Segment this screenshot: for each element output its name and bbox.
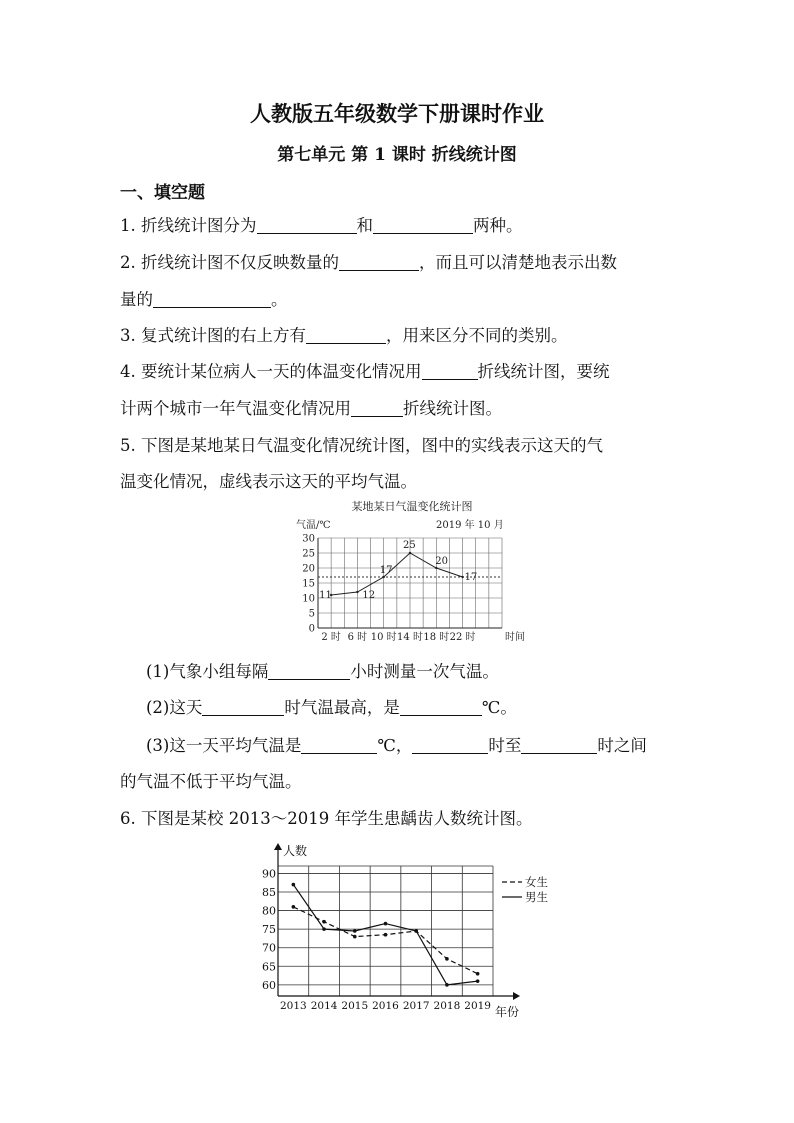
chart1-point-1 <box>356 591 358 593</box>
chart1-xtick-3: 14 时 <box>397 632 423 643</box>
chart2-xtick-3: 2016 <box>372 1000 399 1012</box>
q5-2-text-a: (2)这天 <box>146 698 203 717</box>
chart2-ytick-6: 90 <box>262 867 276 881</box>
question-5-3-line-2: 的气温不低于平均气温。 <box>120 772 302 791</box>
q4-text-b: 折线统计图，要统 <box>477 362 610 381</box>
chart2-xlabel: 年份 <box>495 1005 520 1019</box>
q5-3-text-b: ℃， <box>377 736 413 755</box>
question-5-line-2: 温变化情况，虚线表示这天的平均气温。 <box>120 472 417 491</box>
chart2-y-arrow <box>274 843 282 850</box>
q3-text-b: ，用来区分不同的类别。 <box>386 326 568 345</box>
temperature-chart <box>294 498 530 646</box>
question-3 <box>120 322 568 346</box>
chart2-ytick-0: 60 <box>262 978 276 992</box>
question-1 <box>120 212 523 236</box>
chart2-x-arrow <box>513 992 520 1000</box>
q5-3-text-c: 时至 <box>488 736 522 755</box>
question-5-3-line-1 <box>146 732 647 756</box>
q2-text-a: 2. 折线统计图不仅反映数量的 <box>120 253 339 272</box>
chart1-ylabel: 气温/℃ <box>296 520 331 531</box>
q1-text-a: 1. 折线统计图分为 <box>120 216 257 235</box>
chart2-series-1-point-4 <box>414 929 418 933</box>
chart1-ytick-0: 0 <box>308 623 315 635</box>
chart2-ytick-3: 75 <box>262 923 276 937</box>
chart1-ytick-2: 10 <box>302 593 315 605</box>
chart1-ytick-5: 25 <box>302 548 315 560</box>
lesson-subtitle: 第七单元 第 1 课时 折线统计图 <box>277 145 517 165</box>
q1-blank-1[interactable] <box>257 215 357 234</box>
chart2-series-1-point-6 <box>476 979 480 983</box>
q4-text-d: 折线统计图。 <box>403 399 502 418</box>
chart2-series-1-point-5 <box>445 983 449 987</box>
q2-text-d: 。 <box>271 290 288 309</box>
chart2-legend-label-1: 男生 <box>525 890 548 904</box>
chart1-point-2 <box>383 576 385 578</box>
chart1-point-label-3: 25 <box>403 540 416 551</box>
chart1-xtick-2: 10 时 <box>370 632 397 643</box>
section-heading: 一、填空题 <box>120 183 205 203</box>
q5-1-text-b: 小时测量一次气温。 <box>350 662 499 681</box>
question-4-line-2 <box>120 395 502 419</box>
question-6: 6. 下图是某校 2013～2019 年学生患龋齿人数统计图。 <box>120 809 533 828</box>
q5-1-blank[interactable] <box>268 661 350 680</box>
chart1-point-label-2: 17 <box>379 565 393 576</box>
chart2-ytick-5: 85 <box>262 886 276 899</box>
q2-blank-2[interactable] <box>153 289 271 308</box>
chart1-xlabel-end: 时间 <box>505 632 525 643</box>
chart1-point-label-4: 20 <box>435 556 449 567</box>
chart1-point-5 <box>461 576 463 578</box>
q1-text-c: 两种。 <box>473 216 523 235</box>
question-4-line-1 <box>120 358 610 382</box>
chart1-title: 某地某日气温变化统计图 <box>351 500 473 513</box>
chart2-xtick-4: 2017 <box>402 1000 430 1012</box>
chart1-xtick-4: 18 时 <box>423 632 450 643</box>
q3-text-a: 3. 复式统计图的右上方有 <box>120 326 306 345</box>
q5-2-blank-1[interactable] <box>202 697 284 716</box>
chart1-ytick-1: 5 <box>308 608 315 620</box>
chart2-series-0-point-1 <box>322 920 326 924</box>
chart2-series-1-point-2 <box>353 929 357 933</box>
q5-3-text-d: 时之间 <box>597 736 647 755</box>
chart2-xtick-0: 2013 <box>279 1000 307 1012</box>
q2-text-b: ，而且可以清楚地表示出数 <box>419 253 617 272</box>
chart2-ytick-1: 65 <box>262 960 276 974</box>
chart2-ytick-4: 80 <box>262 904 276 918</box>
chart2-series-1-point-3 <box>384 922 388 926</box>
chart2-series-line-girls <box>293 907 477 974</box>
chart2-series-0-point-0 <box>292 905 296 909</box>
chart2-series-0-point-6 <box>476 972 480 976</box>
q5-1-text-a: (1)气象小组每隔 <box>146 662 269 681</box>
question-5-line-1: 5. 下图是某地某日气温变化情况统计图，图中的实线表示这天的气 <box>120 436 603 455</box>
chart1-ytick-3: 15 <box>302 578 315 590</box>
chart1-xtick-5: 22 时 <box>449 632 476 643</box>
chart1-point-4 <box>435 567 437 569</box>
chart1-point-3 <box>409 552 411 554</box>
chart1-xtick-0: 2 时 <box>321 632 341 643</box>
chart1-ytick-4: 20 <box>302 563 315 575</box>
q1-text-b: 和 <box>356 216 373 235</box>
chart1-date-note: 2019 年 10 月 <box>436 520 504 531</box>
chart2-series-0-point-3 <box>384 933 388 937</box>
q5-3-blank-1[interactable] <box>301 735 377 754</box>
q4-blank-1[interactable] <box>422 361 478 380</box>
q4-blank-2[interactable] <box>351 398 403 417</box>
chart2-series-0-point-2 <box>353 935 357 939</box>
question-2-line-2 <box>120 286 288 310</box>
chart2-xtick-2: 2015 <box>341 1000 369 1012</box>
q4-text-c: 计两个城市一年气温变化情况用 <box>120 399 351 418</box>
worksheet-title: 人教版五年级数学下册课时作业 <box>250 101 544 126</box>
q5-2-blank-2[interactable] <box>400 697 482 716</box>
chart1-point-label-5: 17 <box>464 572 478 583</box>
q5-3-text-a: (3)这一天平均气温是 <box>146 736 302 755</box>
chart2-legend-label-0: 女生 <box>525 875 548 889</box>
chart2-xtick-1: 2014 <box>310 1000 338 1012</box>
q5-2-text-b: 时气温最高，是 <box>284 698 400 717</box>
chart1-ytick-6: 30 <box>302 533 315 545</box>
q5-2-text-c: ℃。 <box>481 698 517 717</box>
chart1-xtick-1: 6 时 <box>347 632 368 643</box>
q1-blank-2[interactable] <box>373 215 473 234</box>
q2-text-c: 量的 <box>120 290 153 309</box>
chart1-point-label-1: 12 <box>362 590 376 601</box>
q4-text-a: 4. 要统计某位病人一天的体温变化情况用 <box>120 362 422 381</box>
chart2-ytick-2: 70 <box>262 941 276 955</box>
chart2-series-0-point-5 <box>445 957 449 961</box>
q3-blank[interactable] <box>306 325 386 344</box>
q2-blank-1[interactable] <box>339 252 419 271</box>
question-2-line-1 <box>120 249 617 273</box>
chart2-series-1-point-0 <box>292 883 296 887</box>
chart2-ylabel: 人数 <box>283 844 308 858</box>
caries-chart <box>258 838 568 1024</box>
q5-3-blank-2[interactable] <box>412 735 488 754</box>
chart2-xtick-6: 2019 <box>464 1000 492 1012</box>
question-5-2 <box>146 694 517 718</box>
question-5-1 <box>146 658 499 682</box>
q5-3-blank-3[interactable] <box>521 735 597 754</box>
chart1-point-label-0: 11 <box>319 590 332 601</box>
chart2-series-1-point-1 <box>322 927 326 931</box>
chart2-xtick-5: 2018 <box>433 1000 461 1012</box>
